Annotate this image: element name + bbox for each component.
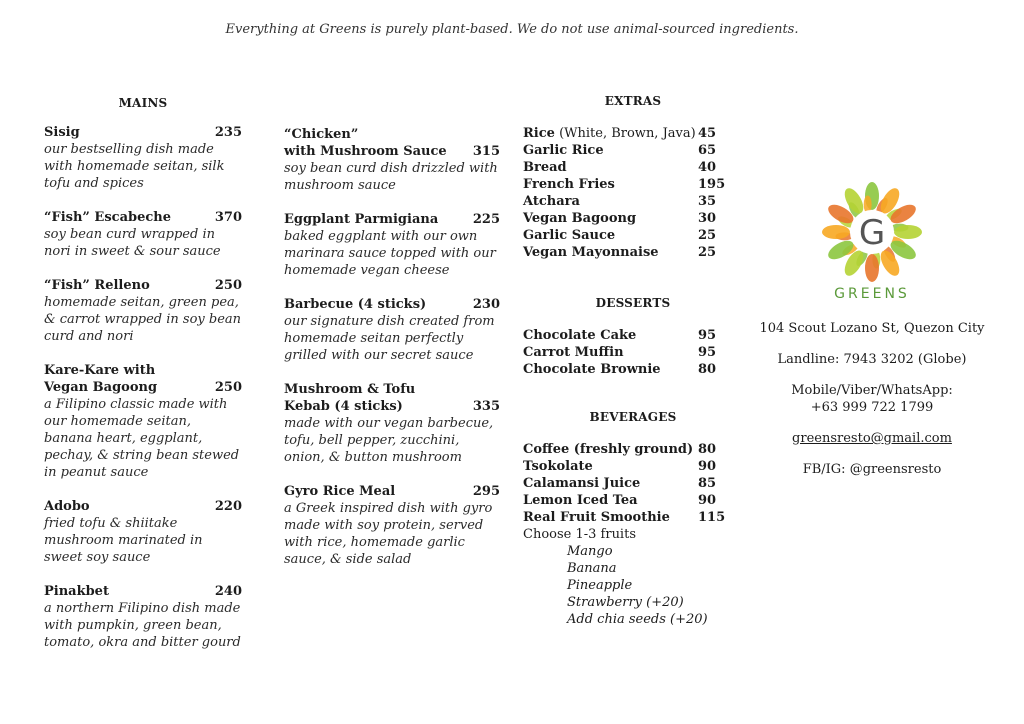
row-name-cell <box>523 176 698 193</box>
menu-item-price: 250 <box>214 278 242 293</box>
row-name-cell <box>523 458 698 475</box>
fruit-option: Mango <box>567 544 613 559</box>
beverages-row <box>523 441 733 458</box>
fruit-option: Strawberry (+20) <box>567 595 684 610</box>
row-price: 65 <box>698 143 717 158</box>
extras-column <box>523 94 733 628</box>
row-price: 90 <box>698 493 717 508</box>
row-price: 30 <box>698 211 717 226</box>
row-price: 25 <box>698 245 717 260</box>
menu-item-name: Pinakbet <box>44 584 109 599</box>
extras-row <box>523 159 733 176</box>
brand-name: GREENS <box>834 286 910 302</box>
menu-item-name: Eggplant Parmigiana <box>284 212 439 227</box>
menu-item-name: Kare-Kare with Vegan Bagoong <box>44 363 158 395</box>
row-name-cell <box>523 441 698 458</box>
row-price: 95 <box>698 345 717 360</box>
menu-item-header <box>284 296 500 313</box>
row-name-cell <box>523 492 698 509</box>
row-name: Calamansi Juice <box>523 476 641 491</box>
extras-list <box>523 125 733 261</box>
menu-item-header <box>44 209 242 226</box>
menu-item-description: soy bean curd wrapped in nori in sweet & sour sauce <box>44 227 221 259</box>
row-name-cell <box>523 361 698 378</box>
mains-column <box>44 96 242 668</box>
menu-item-price: 250 <box>214 380 242 395</box>
menu-item-header <box>44 498 242 515</box>
beverages-title: BEVERAGES <box>589 410 677 424</box>
menu-item-description: fried tofu & shiitake mushroom marinated in sweet soy sauce <box>44 516 203 565</box>
fruit-option: Pineapple <box>567 578 633 593</box>
extras-title: EXTRAS <box>604 94 662 108</box>
row-name: Garlic Sauce <box>523 228 616 243</box>
menu-item-price: 230 <box>472 297 500 312</box>
row-price: 85 <box>698 476 717 491</box>
row-price: 80 <box>698 442 717 457</box>
menu-item <box>284 296 500 364</box>
menu-item-name: “Fish” Escabeche <box>44 210 171 225</box>
row-price: 195 <box>698 177 726 192</box>
menu-item-header <box>284 211 500 228</box>
mains-list <box>44 124 242 651</box>
row-name: Bread <box>523 160 567 175</box>
menu-item <box>44 498 242 566</box>
row-name: Real Fruit Smoothie <box>523 510 670 525</box>
menu-item <box>284 126 500 194</box>
row-name-cell <box>523 193 698 210</box>
menu-item-name: Sisig <box>44 125 80 140</box>
extras-row <box>523 142 733 159</box>
row-price: 90 <box>698 459 717 474</box>
menu-item-price: 225 <box>472 212 500 227</box>
menu-item-price: 315 <box>472 144 500 159</box>
choose-fruits-label: Choose 1-3 fruits <box>523 527 636 542</box>
social-handle: FB/IG: @greensresto <box>802 462 942 477</box>
logo-letter: G <box>858 213 886 253</box>
menu-item-name: “Fish” Relleno <box>44 278 150 293</box>
row-name: Coffee (freshly ground) <box>523 442 694 457</box>
tagline: Everything at Greens is purely plant-based. We do not use animal-sourced ingredients. <box>225 22 799 37</box>
menu-item <box>44 209 242 260</box>
desserts-row <box>523 344 733 361</box>
menu-item <box>284 211 500 279</box>
menu-item-price: 235 <box>214 125 242 140</box>
row-name: Vegan Mayonnaise <box>523 245 659 260</box>
menu-item-name: Mushroom & Tofu Kebab (4 sticks) <box>284 382 416 414</box>
beverages-row <box>523 492 733 509</box>
row-price: 25 <box>698 228 717 243</box>
desserts-list <box>523 327 733 378</box>
menu-item-name: Gyro Rice Meal <box>284 484 396 499</box>
leaf-wreath-logo-icon <box>820 180 924 284</box>
row-name-cell <box>523 125 698 142</box>
row-name: French Fries <box>523 177 615 192</box>
menu-item-header <box>284 126 500 160</box>
menu-item-description: our signature dish created from homemade seitan perfectly grilled with our secret sauce <box>284 314 495 363</box>
menu-item <box>44 583 242 651</box>
beverages-list <box>523 441 733 526</box>
desserts-row <box>523 361 733 378</box>
menu-item-price: 295 <box>472 484 500 499</box>
leaf-icon <box>822 225 850 239</box>
extras-row <box>523 176 733 193</box>
row-name-cell <box>523 344 698 361</box>
row-name: Chocolate Cake <box>523 328 637 343</box>
email-link[interactable]: greensresto@gmail.com <box>792 431 952 446</box>
menu-item-description: a Filipino classic made with our homemade seitan, banana heart, eggplant, pechay, & string bean stewed in peanut sauce <box>44 397 240 480</box>
menu-item-description: homemade seitan, green pea, & carrot wrapped in soy bean curd and nori <box>44 295 242 344</box>
extras-row <box>523 210 733 227</box>
menu-item-header <box>284 381 500 415</box>
greens-logo <box>752 180 992 284</box>
menu-item-price: 370 <box>214 210 242 225</box>
row-name: Rice <box>523 126 555 141</box>
row-name-cell <box>523 244 698 261</box>
row-price: 40 <box>698 160 717 175</box>
menu-item-description: made with our vegan barbecue, tofu, bell pepper, zucchini, onion, & button mushroom <box>284 416 494 465</box>
extras-row <box>523 227 733 244</box>
menu-item <box>284 483 500 568</box>
row-name: Lemon Iced Tea <box>523 493 638 508</box>
desserts-row <box>523 327 733 344</box>
leaf-icon <box>894 225 922 239</box>
extras-row <box>523 244 733 261</box>
menu-item <box>44 277 242 345</box>
beverages-row <box>523 509 733 526</box>
menu-item <box>44 124 242 192</box>
menu-item-header <box>44 583 242 600</box>
row-name-cell <box>523 475 698 492</box>
fruit-option: Banana <box>567 561 617 576</box>
menu-item-name: Barbecue (4 sticks) <box>284 297 427 312</box>
row-name: Garlic Rice <box>523 143 604 158</box>
menu-item-description: soy bean curd dish drizzled with mushroom sauce <box>284 161 498 193</box>
menu-item-name: Adobo <box>44 499 90 514</box>
mobile: Mobile/Viber/WhatsApp: +63 999 722 1799 <box>791 383 953 415</box>
row-name: Atchara <box>523 194 580 209</box>
row-name: Vegan Bagoong <box>523 211 637 226</box>
row-name-cell <box>523 327 698 344</box>
mains-continued-column <box>284 126 500 585</box>
row-price: 80 <box>698 362 717 377</box>
menu-item-header <box>44 362 242 396</box>
address: 104 Scout Lozano St, Quezon City <box>759 321 985 336</box>
menu-item-price: 240 <box>214 584 242 599</box>
menu-item-description: a Greek inspired dish with gyro made with soy protein, served with rice, homemade garlic sauce, & side salad <box>284 501 493 567</box>
row-price: 45 <box>698 126 717 141</box>
menu-item <box>44 362 242 481</box>
menu-item-description: baked eggplant with our own marinara sauce topped with our homemade vegan cheese <box>284 229 496 278</box>
row-name-cell <box>523 159 698 176</box>
menu-item-price: 220 <box>214 499 242 514</box>
menu-item-description: a northern Filipino dish made with pumpkin, green bean, tomato, okra and bitter gourd <box>44 601 241 650</box>
row-price: 115 <box>698 510 726 525</box>
row-price: 35 <box>698 194 717 209</box>
mains-title: MAINS <box>118 96 168 110</box>
menu-item <box>284 381 500 466</box>
menu-item-name: “Chicken” with Mushroom Sauce <box>284 127 447 159</box>
row-name: Chocolate Brownie <box>523 362 661 377</box>
brand-column <box>752 180 992 492</box>
row-name: Tsokolate <box>523 459 593 474</box>
menu-item-header <box>44 277 242 294</box>
row-name-cell <box>523 210 698 227</box>
extras-row <box>523 125 733 142</box>
beverages-row <box>523 458 733 475</box>
beverages-row <box>523 475 733 492</box>
row-name-cell <box>523 142 698 159</box>
fruit-list <box>523 543 733 628</box>
contact-info <box>752 320 992 478</box>
menu-item-description: our bestselling dish made with homemade seitan, silk tofu and spices <box>44 142 225 191</box>
row-note: (White, Brown, Java) <box>554 126 696 141</box>
row-name: Carrot Muffin <box>523 345 624 360</box>
leaf-icon <box>865 254 879 282</box>
menu-item-price: 335 <box>472 399 500 414</box>
mains-continued-list <box>284 126 500 568</box>
row-price: 95 <box>698 328 717 343</box>
desserts-title: DESSERTS <box>595 296 671 310</box>
landline: Landline: 7943 3202 (Globe) <box>777 352 967 367</box>
row-name-cell <box>523 227 698 244</box>
fruit-option: Add chia seeds (+20) <box>567 612 708 627</box>
row-name-cell <box>523 509 698 526</box>
extras-row <box>523 193 733 210</box>
menu-item-header <box>284 483 500 500</box>
menu-item-header <box>44 124 242 141</box>
